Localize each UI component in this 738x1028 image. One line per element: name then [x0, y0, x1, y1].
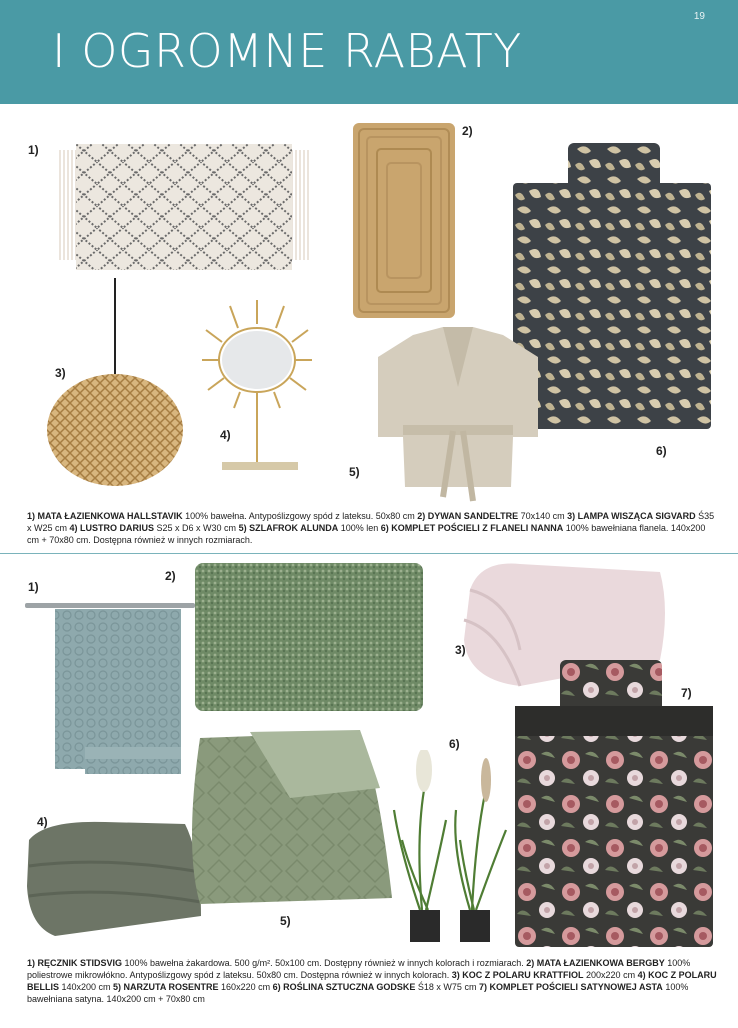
- sigvard-lamp-image[interactable]: [45, 278, 185, 488]
- top-product-desc-6: 100% bawełniana flanela. 140x200 cm + 70x80 cm. Dostępna również w innych rozmiarach.: [27, 523, 706, 545]
- top-product-name-2: 2) DYWAN SANDELTRE: [417, 511, 519, 521]
- bottom-product-desc-7: 100% bawełniana satyna. 140x200 cm + 70x80 cm: [27, 982, 689, 1004]
- sandeltre-rug-image[interactable]: [353, 123, 455, 318]
- bottom-label-5: 5): [280, 914, 291, 928]
- bottom-label-1: 1): [28, 580, 39, 594]
- bottom-caption: [27, 957, 717, 1005]
- bottom-label-4: 4): [37, 815, 48, 829]
- top-product-desc-1: 100% bawełna. Antypoślizgowy spód z lateksu. 50x80 cm: [182, 511, 418, 521]
- bottom-product-name-6: 6) ROŚLINA SZTUCZNA GODSKE: [272, 982, 416, 992]
- bottom-product-name-1: 1) RĘCZNIK STIDSVIG: [27, 958, 123, 968]
- bottom-label-2: 2): [165, 569, 176, 583]
- bergby-mat-image[interactable]: [195, 563, 423, 711]
- bottom-product-desc-5: 160x220 cm: [218, 982, 273, 992]
- top-product-desc-5: 100% len: [338, 523, 381, 533]
- top-product-desc-3: Ś35 x W25 cm: [27, 511, 715, 533]
- top-product-name-3: 3) LAMPA WISZĄCA SIGVARD: [567, 511, 696, 521]
- top-label-2: 2): [462, 124, 473, 138]
- godske-plant-image[interactable]: [390, 750, 510, 945]
- bellis-throw-image[interactable]: [25, 816, 205, 938]
- page-title: I OGROMNE RABATY: [52, 24, 522, 78]
- bottom-product-desc-2: 100% poliestrowe mikrowłókno. Antypoślizgowy spód z lateksu. 50x80 cm. Dostępna również w innych kolorach.: [27, 958, 691, 980]
- top-product-name-4: 4) LUSTRO DARIUS: [69, 523, 155, 533]
- bottom-product-name-4: 4) KOC Z POLARU BELLIS: [27, 970, 717, 992]
- bottom-product-desc-1: 100% bawełna żakardowa. 500 g/m². 50x100 cm. Dostępny również w innych kolorach i rozmiarach.: [122, 958, 527, 968]
- bottom-product-name-2: 2) MATA ŁAZIENKOWA BERGBY: [526, 958, 665, 968]
- bottom-label-3: 3): [455, 643, 466, 657]
- top-product-name-6: 6) KOMPLET POŚCIELI Z FLANELI NANNA: [380, 523, 564, 533]
- top-label-3: 3): [55, 366, 66, 380]
- top-product-name-1: 1) MATA ŁAZIENKOWA HALLSTAVIK: [27, 511, 183, 521]
- bottom-product-desc-3: 200x220 cm: [583, 970, 638, 980]
- top-label-6: 6): [656, 444, 667, 458]
- top-label-5: 5): [349, 465, 360, 479]
- top-label-4: 4): [220, 428, 231, 442]
- hallstavik-rug-image[interactable]: [58, 140, 310, 280]
- rosentre-bedspread-image[interactable]: [180, 728, 395, 908]
- top-product-desc-4: S25 x D6 x W30 cm: [154, 523, 239, 533]
- top-product-desc-2: 70x140 cm: [518, 511, 568, 521]
- bottom-product-name-5: 5) NARZUTA ROSENTRE: [113, 982, 219, 992]
- darius-mirror-image[interactable]: [200, 300, 315, 476]
- bottom-product-name-7: 7) KOMPLET POŚCIELI SATYNOWEJ ASTA: [478, 982, 663, 992]
- bottom-product-desc-6: Ś18 x W75 cm: [415, 982, 479, 992]
- page-number: 19: [693, 11, 705, 22]
- bottom-product-desc-4: 140x200 cm: [59, 982, 114, 992]
- header-banner: [0, 0, 738, 104]
- stidsvig-towel-image[interactable]: [25, 597, 195, 777]
- bottom-product-name-3: 3) KOC Z POLARU KRATTFIOL: [451, 970, 584, 980]
- top-product-name-5: 5) SZLAFROK ALUNDA: [238, 523, 339, 533]
- bottom-label-7: 7): [681, 686, 692, 700]
- asta-bedding-image[interactable]: [515, 660, 713, 947]
- bottom-label-6: 6): [449, 737, 460, 751]
- top-label-1: 1): [28, 143, 39, 157]
- top-caption: [27, 510, 717, 546]
- alunda-robe-image[interactable]: [373, 327, 543, 505]
- section-divider: [0, 553, 738, 554]
